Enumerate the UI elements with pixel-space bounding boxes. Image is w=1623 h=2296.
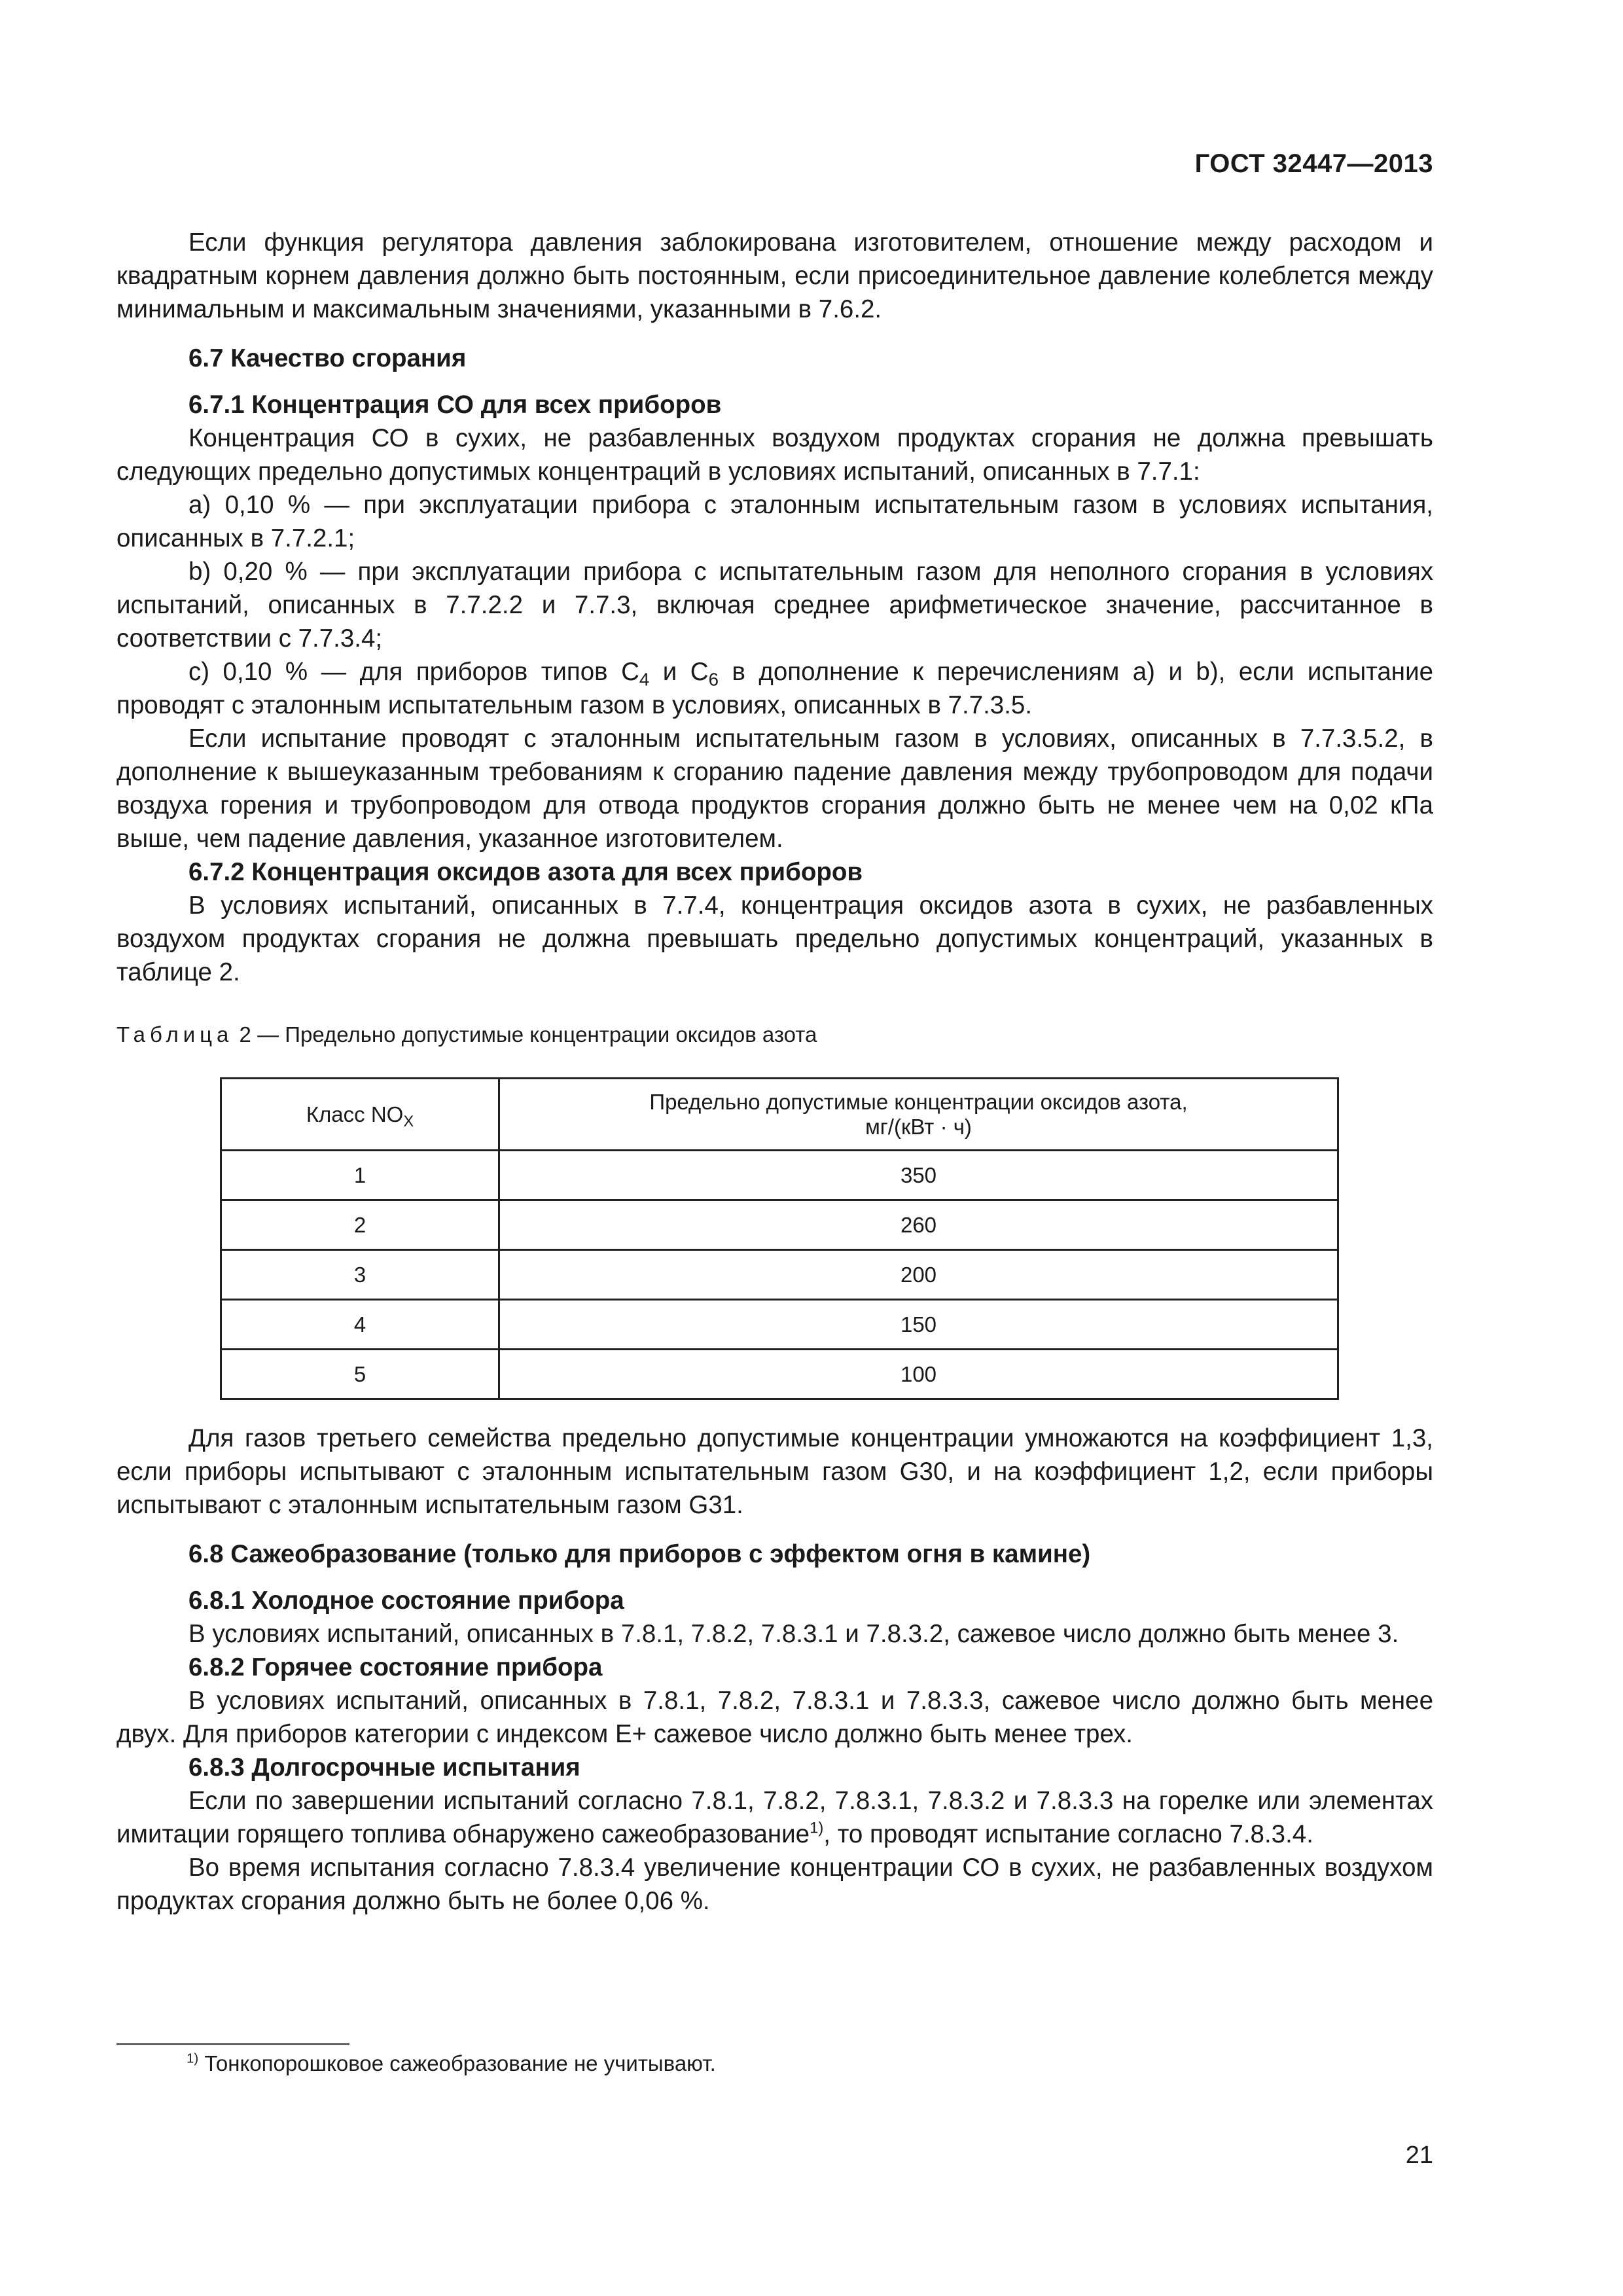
- section-6-7-1-paragraph: Концентрация СО в сухих, не разбавленных воздухом продуктах сгорания не должна превышать следующих предельно допустимых концентраций в условиях испытаний, описанных в 7.7.1:: [116, 424, 1433, 486]
- table-caption: Таблица 2 — Предельно допустимые концентрации оксидов азота: [116, 1022, 817, 1047]
- list-item-c: c) 0,10 % — для приборов типов $С_4$ и $С_6$ в дополнение к перечислениям a) и b), если испытание проводят с эталонным испытательным газом в условиях, описанных в 7.7.3.5.: [116, 658, 1433, 719]
- section-6-8-title: 6.8 Сажеобразование (только для приборов с эффектом огня в камине): [188, 1540, 1091, 1568]
- table-row: 3 200: [221, 1250, 1338, 1300]
- section-6-7-title: 6.7 Качество сгорания: [188, 344, 467, 372]
- section-6-8-3-title: 6.8.3 Долгосрочные испытания: [188, 1753, 580, 1782]
- after-table-paragraph: Для газов третьего семейства предельно допустимые концентрации умножаются на коэффициент 1,3, если приборы испытывают с эталонным испытательным газом G30, и на коэффициент 1,2, если приборы испытывают с эталонным испытательным газом G31.: [116, 1424, 1433, 1519]
- table-header-row: [221, 1079, 1338, 1151]
- intro-paragraph: Если функция регулятора давления заблокирована изготовителем, отношение между расходом и квадратным корнем давления должно быть постоянным, если присоединительное давление колеблется между минимальным и максимальным значениями, указанными в 7.6.2.: [116, 228, 1433, 323]
- footnote: $^{1)}$ Тонкопорошковое сажеобразование не учитывают.: [187, 2051, 716, 2075]
- section-6-8-1-paragraph: В условиях испытаний, описанных в 7.8.1, 7.8.2, 7.8.3.1 и 7.8.3.2, сажевое число должно быть менее 3.: [188, 1620, 1399, 1648]
- table-2-block: [116, 1022, 1433, 1400]
- section-6-8-2-paragraph: В условиях испытаний, описанных в 7.8.1, 7.8.2, 7.8.3.1 и 7.8.3.3, сажевое число должно быть менее двух. Для приборов категории с индексом Е+ сажевое число должно быть менее трех.: [116, 1687, 1433, 1748]
- section-6-8-3-paragraph-2: Во время испытания согласно 7.8.3.4 увеличение концентрации СО в сухих, не разбавленных воздухом продуктах сгорания должно быть не более 0,06 %.: [116, 1854, 1433, 1915]
- section-6-8-2-title: 6.8.2 Горячее состояние прибора: [188, 1653, 603, 1681]
- table-row: 4 150: [221, 1300, 1338, 1350]
- section-6-7-2-title: 6.7.2 Концентрация оксидов азота для всех приборов: [188, 858, 863, 886]
- section-6-7-1-title: 6.7.1 Концентрация СО для всех приборов: [188, 391, 722, 419]
- table-header-concentration: Предельно допустимые концентрации оксидов азота, мг/(кВт · ч): [499, 1079, 1338, 1151]
- section-6-7-1-paragraph-2: Если испытание проводят с эталонным испытательным газом в условиях, описанных в 7.7.3.5.2, в дополнение к вышеуказанным требованиям к сгоранию падение давления между трубопроводом для подачи воздуха горения и трубопроводом для отвода продуктов сгорания должно быть не менее чем на 0,02 кПа выше, чем падение давления, указанное изготовителем.: [116, 725, 1433, 853]
- content-after-table: [116, 1422, 1433, 1918]
- list-item-b: b) 0,20 % — при эксплуатации прибора с испытательным газом для неполного сгорания в условиях испытаний, описанных в 7.7.2.2 и 7.7.3, включая среднее арифметическое значение, рассчитанное в соответствии с 7.7.3.4;: [116, 558, 1433, 653]
- section-6-8-3-paragraph: Если по завершении испытаний согласно 7.8.1, 7.8.2, 7.8.3.1, 7.8.3.2 и 7.8.3.3 на горелке или элементах имитации горящего топлива обнаружено сажеобразование$^{1)}$, то проводят испытание согласно 7.8.3.4.: [116, 1787, 1433, 1848]
- table-2: [220, 1077, 1339, 1400]
- table-row: 2 260: [221, 1200, 1338, 1250]
- list-item-a: a) 0,10 % — при эксплуатации прибора с эталонным испытательным газом в условиях испытания, описанных в 7.7.2.1;: [116, 491, 1433, 552]
- footnote-ref: 1): [810, 1819, 824, 1837]
- main-content: [116, 226, 1433, 989]
- table-row: 1 350: [221, 1151, 1338, 1200]
- table-header-class: Класс $NO_X$: [221, 1079, 499, 1151]
- document-header: ГОСТ 32447—2013: [1194, 149, 1433, 178]
- section-6-8-1-title: 6.8.1 Холодное состояние прибора: [188, 1587, 624, 1615]
- footnote-divider: [116, 2043, 349, 2045]
- table-row: 5 100: [221, 1350, 1338, 1399]
- page-number: 21: [1405, 2142, 1433, 2169]
- section-6-7-2-paragraph: В условиях испытаний, описанных в 7.7.4, концентрация оксидов азота в сухих, не разбавленных воздухом продуктах сгорания не должна превышать предельно допустимых концентраций, указанных в таблице 2.: [116, 891, 1433, 986]
